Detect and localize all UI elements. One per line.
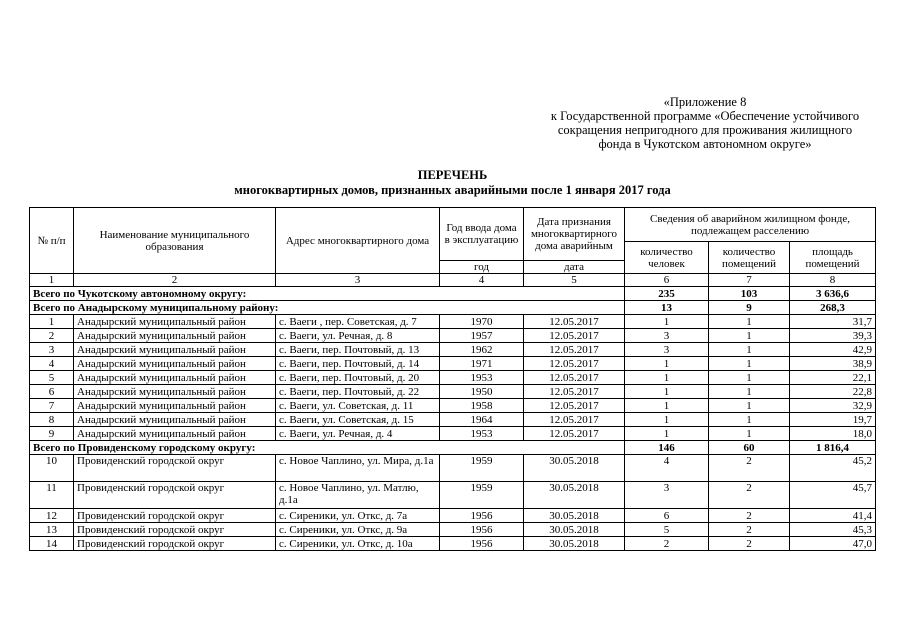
appendix-line-3: сокращения непригодного для проживания жилищного xyxy=(557,123,853,137)
row-municipality: Анадырский муниципальный район xyxy=(74,371,276,385)
row-municipality: Провиденский городской округ xyxy=(74,509,276,523)
row-rooms: 2 xyxy=(709,509,790,523)
row-date: 12.05.2017 xyxy=(524,343,625,357)
row-date: 12.05.2017 xyxy=(524,399,625,413)
row-rooms: 1 xyxy=(709,315,790,329)
table-row xyxy=(30,343,876,357)
header-area: площадь помещений xyxy=(790,242,876,274)
row-date: 12.05.2017 xyxy=(524,315,625,329)
row-people: 3 xyxy=(625,329,709,343)
row-number: 11 xyxy=(30,482,74,509)
table-row xyxy=(30,399,876,413)
table-row xyxy=(30,329,876,343)
row-area: 42,9 xyxy=(790,343,876,357)
emergency-houses-table xyxy=(29,207,876,551)
row-number: 5 xyxy=(30,371,74,385)
row-year: 1953 xyxy=(440,427,524,441)
row-year: 1971 xyxy=(440,357,524,371)
title-subtitle: многоквартирных домов, признанных аварийными после 1 января 2017 года xyxy=(234,182,671,197)
table-row xyxy=(30,427,876,441)
row-number: 6 xyxy=(30,385,74,399)
total-people: 13 xyxy=(625,301,709,315)
appendix-line-2: к Государственной программе «Обеспечение устойчивого xyxy=(550,109,860,123)
row-area: 31,7 xyxy=(790,315,876,329)
row-number: 10 xyxy=(30,455,74,482)
document-title xyxy=(0,168,905,197)
row-date: 12.05.2017 xyxy=(524,385,625,399)
row-rooms: 1 xyxy=(709,427,790,441)
appendix-note xyxy=(520,95,890,151)
table-row xyxy=(30,455,876,482)
table-row xyxy=(30,509,876,523)
row-address: с. Сиреники, ул. Откс, д. 10а xyxy=(276,537,440,551)
header-address: Адрес многоквартирного дома xyxy=(276,208,440,274)
row-address: с. Ваеги, пер. Почтовый, д. 22 xyxy=(276,385,440,399)
row-rooms: 1 xyxy=(709,343,790,357)
table-row xyxy=(30,315,876,329)
row-municipality: Провиденский городской округ xyxy=(74,455,276,482)
row-address: с. Новое Чаплино, ул. Матлю, д.1а xyxy=(276,482,440,509)
row-address: с. Ваеги, пер. Почтовый, д. 20 xyxy=(276,371,440,385)
header-info: Сведения об аварийном жилищном фонде, подлежащем расселению xyxy=(625,208,876,242)
total-people: 146 xyxy=(625,441,709,455)
row-people: 5 xyxy=(625,523,709,537)
row-rooms: 1 xyxy=(709,399,790,413)
col-number: 3 xyxy=(276,274,440,287)
total-rooms: 60 xyxy=(709,441,790,455)
row-address: с. Новое Чаплино, ул. Мира, д.1а xyxy=(276,455,440,482)
row-people: 1 xyxy=(625,357,709,371)
row-area: 22,8 xyxy=(790,385,876,399)
title-main: ПЕРЕЧЕНЬ xyxy=(417,168,488,182)
col-number: 8 xyxy=(790,274,876,287)
row-rooms: 2 xyxy=(709,537,790,551)
row-date: 30.05.2018 xyxy=(524,509,625,523)
row-municipality: Анадырский муниципальный район xyxy=(74,357,276,371)
row-year: 1957 xyxy=(440,329,524,343)
row-municipality: Анадырский муниципальный район xyxy=(74,427,276,441)
row-area: 18,0 xyxy=(790,427,876,441)
row-area: 39,3 xyxy=(790,329,876,343)
appendix-line-4: фонда в Чукотском автономном округе» xyxy=(598,137,812,151)
header-num: № п/п xyxy=(30,208,74,274)
table-row xyxy=(30,523,876,537)
header-year-unit: год xyxy=(440,261,524,274)
row-people: 1 xyxy=(625,427,709,441)
row-address: с. Ваеги, ул. Речная, д. 8 xyxy=(276,329,440,343)
row-year: 1956 xyxy=(440,523,524,537)
col-number: 6 xyxy=(625,274,709,287)
total-area: 1 816,4 xyxy=(790,441,876,455)
row-people: 1 xyxy=(625,385,709,399)
row-municipality: Анадырский муниципальный район xyxy=(74,329,276,343)
row-rooms: 1 xyxy=(709,385,790,399)
row-date: 12.05.2017 xyxy=(524,357,625,371)
row-area: 45,7 xyxy=(790,482,876,509)
row-year: 1950 xyxy=(440,385,524,399)
row-area: 45,3 xyxy=(790,523,876,537)
header-date-unit: дата xyxy=(524,261,625,274)
row-area: 41,4 xyxy=(790,509,876,523)
row-number: 3 xyxy=(30,343,74,357)
row-people: 4 xyxy=(625,455,709,482)
row-people: 1 xyxy=(625,413,709,427)
col-number: 4 xyxy=(440,274,524,287)
row-municipality: Провиденский городской округ xyxy=(74,523,276,537)
table-row xyxy=(30,537,876,551)
row-date: 30.05.2018 xyxy=(524,523,625,537)
row-address: с. Сиреники, ул. Откс, д. 7а xyxy=(276,509,440,523)
row-area: 19,7 xyxy=(790,413,876,427)
table-row xyxy=(30,357,876,371)
header-year: Год ввода дома в эксплуатацию xyxy=(440,208,524,261)
row-rooms: 2 xyxy=(709,482,790,509)
row-year: 1964 xyxy=(440,413,524,427)
row-number: 7 xyxy=(30,399,74,413)
row-people: 1 xyxy=(625,371,709,385)
col-number: 1 xyxy=(30,274,74,287)
row-rooms: 1 xyxy=(709,357,790,371)
row-people: 3 xyxy=(625,482,709,509)
row-year: 1959 xyxy=(440,455,524,482)
row-date: 30.05.2018 xyxy=(524,455,625,482)
col-number: 2 xyxy=(74,274,276,287)
total-rooms: 9 xyxy=(709,301,790,315)
total-row-anadyr xyxy=(30,301,876,315)
row-address: с. Ваеги, ул. Речная, д. 4 xyxy=(276,427,440,441)
appendix-line-1: «Приложение 8 xyxy=(663,95,747,109)
row-area: 38,9 xyxy=(790,357,876,371)
row-date: 12.05.2017 xyxy=(524,413,625,427)
row-municipality: Анадырский муниципальный район xyxy=(74,385,276,399)
row-municipality: Анадырский муниципальный район xyxy=(74,315,276,329)
column-number-row xyxy=(30,274,876,287)
total-label: Всего по Провиденскому городскому округу: xyxy=(30,441,625,455)
table-row xyxy=(30,482,876,509)
row-address: с. Сиреники, ул. Откс, д. 9а xyxy=(276,523,440,537)
row-number: 13 xyxy=(30,523,74,537)
row-address: с. Ваеги, ул. Советская, д. 11 xyxy=(276,399,440,413)
row-year: 1953 xyxy=(440,371,524,385)
row-number: 2 xyxy=(30,329,74,343)
header-date: Дата признания многоквартирного дома аварийным xyxy=(524,208,625,261)
row-number: 1 xyxy=(30,315,74,329)
row-people: 2 xyxy=(625,537,709,551)
row-date: 12.05.2017 xyxy=(524,371,625,385)
row-area: 32,9 xyxy=(790,399,876,413)
row-number: 12 xyxy=(30,509,74,523)
total-label: Всего по Чукотскому автономному округу: xyxy=(30,287,625,301)
row-area: 47,0 xyxy=(790,537,876,551)
total-label: Всего по Анадырскому муниципальному району: xyxy=(30,301,625,315)
row-address: с. Ваеги, ул. Советская, д. 15 xyxy=(276,413,440,427)
row-year: 1958 xyxy=(440,399,524,413)
total-people: 235 xyxy=(625,287,709,301)
row-year: 1959 xyxy=(440,482,524,509)
row-date: 30.05.2018 xyxy=(524,537,625,551)
row-address: с. Ваеги, пер. Почтовый, д. 13 xyxy=(276,343,440,357)
row-number: 14 xyxy=(30,537,74,551)
col-number: 7 xyxy=(709,274,790,287)
row-year: 1956 xyxy=(440,509,524,523)
row-people: 1 xyxy=(625,315,709,329)
table-row xyxy=(30,385,876,399)
row-number: 8 xyxy=(30,413,74,427)
row-people: 3 xyxy=(625,343,709,357)
row-rooms: 1 xyxy=(709,329,790,343)
row-rooms: 2 xyxy=(709,523,790,537)
table-row xyxy=(30,413,876,427)
row-area: 22,1 xyxy=(790,371,876,385)
row-people: 6 xyxy=(625,509,709,523)
row-municipality: Провиденский городской округ xyxy=(74,482,276,509)
total-row-okrug xyxy=(30,287,876,301)
row-year: 1956 xyxy=(440,537,524,551)
total-area: 268,3 xyxy=(790,301,876,315)
row-date: 30.05.2018 xyxy=(524,482,625,509)
row-date: 12.05.2017 xyxy=(524,427,625,441)
total-row-provid xyxy=(30,441,876,455)
row-people: 1 xyxy=(625,399,709,413)
row-municipality: Анадырский муниципальный район xyxy=(74,399,276,413)
header-municipality: Наименование муниципального образования xyxy=(74,208,276,274)
row-area: 45,2 xyxy=(790,455,876,482)
row-address: с. Ваеги , пер. Советская, д. 7 xyxy=(276,315,440,329)
row-rooms: 2 xyxy=(709,455,790,482)
row-rooms: 1 xyxy=(709,413,790,427)
header-rooms: количество помещений xyxy=(709,242,790,274)
row-date: 12.05.2017 xyxy=(524,329,625,343)
row-year: 1962 xyxy=(440,343,524,357)
row-number: 9 xyxy=(30,427,74,441)
col-number: 5 xyxy=(524,274,625,287)
row-number: 4 xyxy=(30,357,74,371)
row-address: с. Ваеги, пер. Почтовый, д. 14 xyxy=(276,357,440,371)
row-municipality: Анадырский муниципальный район xyxy=(74,413,276,427)
row-year: 1970 xyxy=(440,315,524,329)
row-municipality: Провиденский городской округ xyxy=(74,537,276,551)
row-rooms: 1 xyxy=(709,371,790,385)
table-row xyxy=(30,371,876,385)
header-people: количество человек xyxy=(625,242,709,274)
total-rooms: 103 xyxy=(709,287,790,301)
total-area: 3 636,6 xyxy=(790,287,876,301)
row-municipality: Анадырский муниципальный район xyxy=(74,343,276,357)
